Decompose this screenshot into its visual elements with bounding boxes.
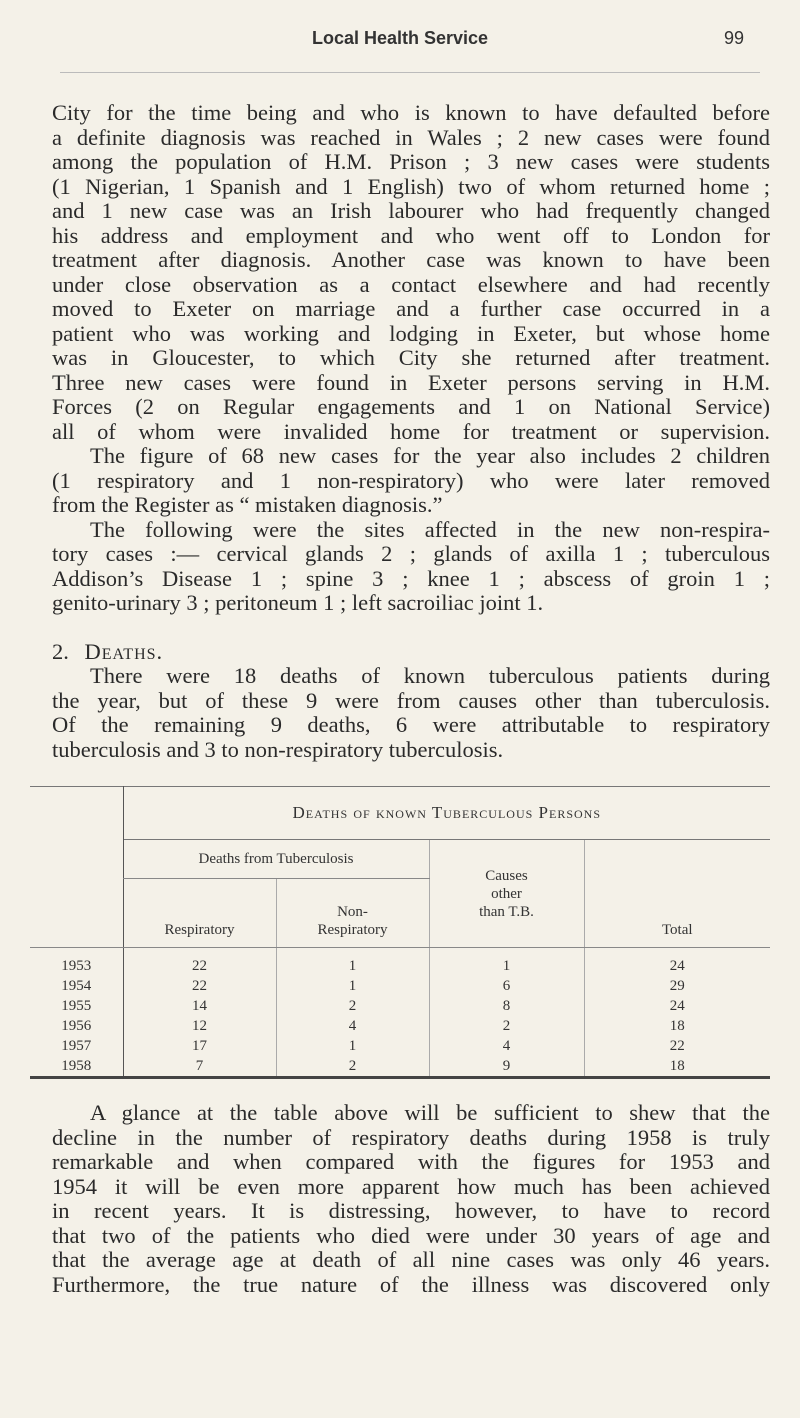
col-respiratory: Respiratory [123,879,276,948]
cell-year: 1957 [61,1038,92,1054]
text-line: that two of the patients who died were under 30 years of age and [52,1222,770,1248]
group-header: Deaths from Tuberculosis [123,840,429,879]
text-line: his address and employment and who went off to London for [52,222,770,248]
cell-other: 6 [429,976,584,996]
paragraph-deaths [52,664,770,762]
running-title: Local Health Service [311,28,489,48]
text-line: Furthermore, the true nature of the illness was discovered only [52,1271,770,1297]
text-line: in recent years. It is distressing, however, to have to record [52,1198,770,1223]
text-line: The figure of 68 new cases for the year also includes 2 children [90,443,770,468]
cell-total: 18 [584,1016,770,1036]
cell-other: 4 [429,1036,584,1056]
col-causes-l1: Causes [485,867,528,884]
text-line: under close observation as a contact elsewhere and had recently [52,271,770,297]
text-line: a definite diagnosis was reached in Wales ; 2 new cases were found [52,124,770,150]
col-causes [429,840,584,948]
cell-nonresp: 2 [276,996,429,1016]
cell-other: 1 [429,956,584,976]
cell-year: 1956 [61,1018,92,1034]
col-total: Total [584,840,770,948]
table-row [30,1016,770,1036]
col-nonresp-l1: Non- [337,904,368,920]
cell-nonresp: 1 [276,1036,429,1056]
col-nonresp-l2: Respiratory [317,922,388,938]
section-title: Deaths. [84,638,164,664]
col-causes-l3: than T.B. [479,903,534,920]
cell-resp: 22 [123,976,276,996]
page-body [0,101,800,1297]
cell-year: 1954 [61,978,92,994]
text-line: treatment after diagnosis. Another case was known to have been [52,247,770,272]
text-line: Of the remaining 9 deaths, 6 were attributable to respiratory [52,712,770,737]
cell-nonresp: 4 [276,1016,429,1036]
cell-nonresp: 1 [276,976,429,996]
text-line: from the Register as “ mistaken diagnosis.” [52,492,443,517]
cell-other: 2 [429,1016,584,1036]
paragraph-glance [52,1101,770,1297]
cell-total: 18 [584,1056,770,1078]
text-line: Addison’s Disease 1 ; spine 3 ; knee 1 ; abscess of groin 1 ; [52,565,770,591]
text-line: decline in the number of respiratory deaths during 1958 is truly [52,1124,770,1150]
cell-resp: 12 [123,1016,276,1036]
text-line: all of whom were invalided home for treatment or supervision. [52,418,770,444]
cell-resp: 17 [123,1036,276,1056]
text-line: Forces (2 on Regular engagements and 1 on National Service) [52,394,770,419]
cell-nonresp: 2 [276,1056,429,1078]
text-line: was in Gloucester, to which City she returned after treatment. [52,345,770,370]
text-line: tory cases :— cervical glands 2 ; glands of axilla 1 ; tuberculous [52,541,770,566]
deaths-table [30,786,770,1079]
text-line: There were 18 deaths of known tuberculous patients during [90,663,770,688]
header-rule [60,72,760,73]
text-line: Three new cases were found in Exeter persons serving in H.M. [52,369,770,395]
deaths-table-wrapper [30,786,770,1079]
paragraph-sites [52,518,770,616]
table-row [30,1036,770,1056]
cell-resp: 7 [123,1056,276,1078]
text-line: tuberculosis and 3 to non-respiratory tuberculosis. [52,736,504,762]
text-line: (1 Nigerian, 1 Spanish and 1 English) two of whom returned home ; [52,173,770,199]
text-line: moved to Exeter on marriage and a further case occurred in a [52,296,770,321]
text-line: among the population of H.M. Prison ; 3 new cases were students [52,149,770,174]
cell-total: 29 [584,976,770,996]
cell-year: 1958 [30,1056,123,1078]
cell-nonresp: 1 [276,956,429,976]
text-line: 1954 it will be even more apparent how much has been achieved [52,1173,770,1199]
section-heading [52,640,770,665]
page-number: 99 [724,28,745,48]
text-line: (1 respiratory and 1 non-respiratory) who were later removed [52,467,770,493]
col-non-respiratory [276,879,429,948]
paragraph-children [52,444,770,518]
table-title: Deaths of known Tuberculous Persons [123,787,770,840]
table-row [30,976,770,996]
table-row [30,996,770,1016]
table-row [30,956,770,976]
cell-year: 1953 [61,958,92,974]
text-line: remarkable and when compared with the figures for 1953 and [52,1149,770,1174]
cell-total: 22 [584,1036,770,1056]
running-header [0,26,800,50]
table-row [30,1056,770,1078]
text-line: genito-urinary 3 ; peritoneum 1 ; left sacroiliac joint 1. [52,590,544,615]
col-causes-l2: other [491,885,522,902]
cell-total: 24 [584,996,770,1016]
text-line: A glance at the table above will be sufficient to shew that the [90,1100,770,1125]
text-line: The following were the sites affected in the new non-respira- [90,516,770,542]
cell-year: 1955 [61,998,92,1014]
cell-resp: 14 [123,996,276,1016]
text-line: the year, but of these 9 were from causes other than tuberculosis. [52,687,770,713]
year-header-cell [30,787,123,948]
text-line: that the average age at death of all nine cases was only 46 years. [52,1247,770,1272]
text-line: and 1 new case was an Irish labourer who had frequently changed [52,198,770,223]
table-spacer [30,948,770,957]
paragraph-continued [52,101,770,444]
text-line: patient who was working and lodging in Exeter, but whose home [52,320,770,346]
section-number: 2. [52,638,69,664]
cell-resp: 22 [123,956,276,976]
text-line: City for the time being and who is known to have defaulted before [52,100,770,125]
cell-other: 8 [429,996,584,1016]
cell-other: 9 [429,1056,584,1078]
cell-total: 24 [584,956,770,976]
